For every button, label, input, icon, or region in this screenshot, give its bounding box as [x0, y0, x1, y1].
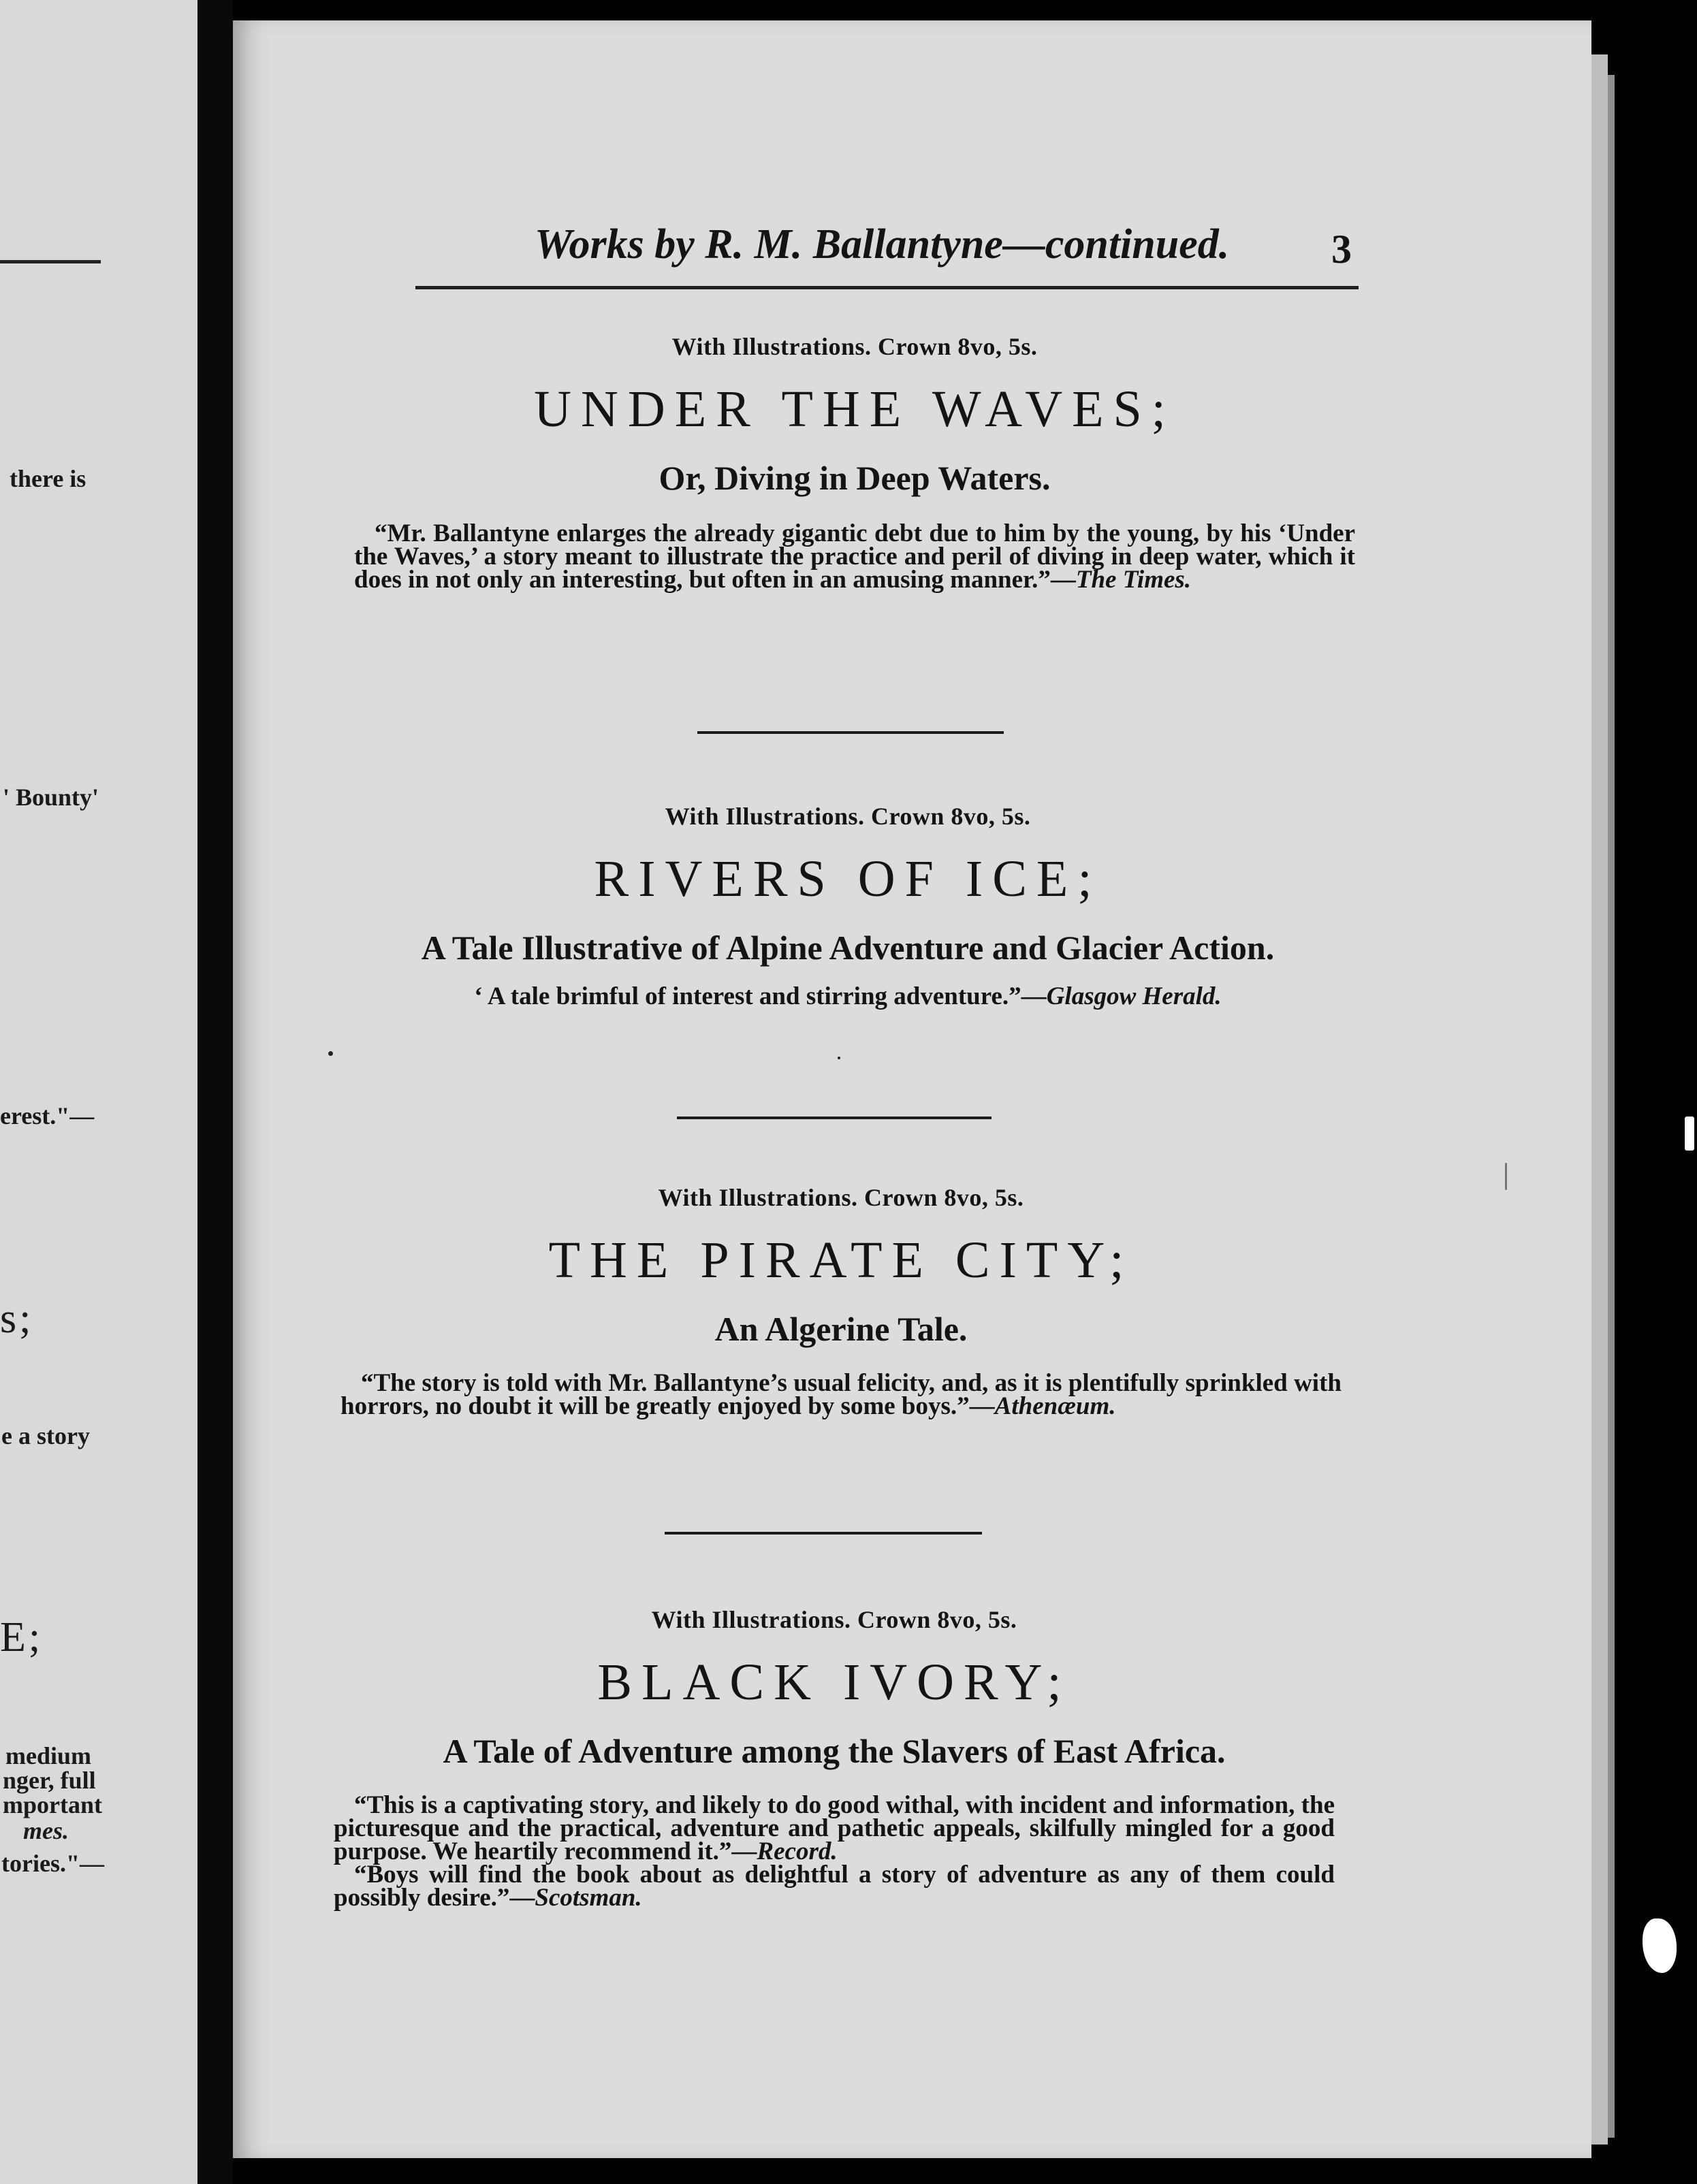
book-entry [347, 332, 1362, 592]
left-fragment: there is [10, 465, 86, 492]
format-line: With Illustrations. Crown 8vo, 5s. [651, 1606, 1017, 1633]
book-entry [340, 802, 1355, 1008]
page-edge [1608, 75, 1615, 2138]
scan-speck [328, 1051, 333, 1056]
format-line: With Illustrations. Crown 8vo, 5s. [671, 333, 1038, 360]
left-fragment: tories."— [1, 1850, 104, 1877]
review-text: “This is a captivating story, and likely to do good withal, with incident and information, the picturesque and the practical, adventure and pathetic appeals, skilfully mingled for a good purpose. We heartily recommend it.”— [334, 1791, 1335, 1865]
format-line: With Illustrations. Crown 8vo, 5s. [658, 1184, 1024, 1211]
review-source: Glasgow Herald. [1046, 982, 1222, 1010]
book-subtitle: An Algerine Tale. [714, 1310, 968, 1348]
previous-page-rule [0, 260, 101, 263]
book-gutter [197, 0, 233, 2184]
book-subtitle: A Tale of Adventure among the Slavers of East Africa. [443, 1732, 1226, 1770]
running-head: Works by R. M. Ballantyne—continued. [535, 221, 1230, 268]
scan-blemish [1685, 1117, 1694, 1151]
book-entry [334, 1183, 1348, 1418]
scan-blemish [1643, 1918, 1677, 1973]
left-fragment: mportant [3, 1791, 102, 1818]
left-fragment: E; [0, 1614, 44, 1660]
page-header [415, 221, 1355, 282]
book-entry [327, 1605, 1342, 1910]
previous-page-strip [0, 0, 197, 2184]
scan-speck [1505, 1163, 1507, 1190]
book-title: THE PIRATE CITY; [548, 1232, 1134, 1289]
review-text: ‘ A tale brimful of interest and stirring adventure.”— [474, 982, 1047, 1010]
review-quote [347, 519, 1362, 594]
review-quote [334, 1369, 1348, 1420]
book-subtitle: A Tale Illustrative of Alpine Adventure and Glacier Action. [421, 929, 1275, 967]
book-title: BLACK IVORY; [597, 1654, 1071, 1711]
left-fragment: s; [0, 1296, 34, 1342]
format-line: With Illustrations. Crown 8vo, 5s. [665, 803, 1031, 830]
left-fragment: nger, full [3, 1767, 96, 1794]
left-fragment: mes. [23, 1817, 69, 1844]
review-text: “The story is told with Mr. Ballantyne’s usual felicity, and, as it is plentifully sprinkled with horrors, no doubt it will be greatly enjoyed by some boys.”— [340, 1369, 1342, 1420]
review-quote [340, 982, 1355, 1010]
page-edge [1591, 54, 1608, 2145]
book-title: UNDER THE WAVES; [534, 381, 1175, 438]
review-source: The Times. [1075, 566, 1192, 594]
review-source: Athenæum. [994, 1392, 1116, 1420]
scan-speck [838, 1057, 840, 1059]
left-fragment: medium [5, 1742, 91, 1769]
section-divider [697, 731, 1004, 734]
book-title: RIVERS OF ICE; [594, 850, 1102, 908]
section-divider [665, 1532, 982, 1535]
review-source: Scotsman. [535, 1884, 642, 1912]
page-number: 3 [1331, 227, 1352, 272]
left-fragment: e a story [1, 1422, 90, 1449]
section-divider [677, 1117, 992, 1119]
review-source: Record. [757, 1837, 838, 1865]
left-fragment: erest."— [0, 1102, 95, 1129]
left-fragment: ' Bounty' [3, 784, 99, 811]
review-text: “Mr. Ballantyne enlarges the already gigantic debt due to him by the young, by his ‘Under the Waves,’ a story meant to illustrate the practice and peril of diving in deep water, which it does in not only an interesting, but often in an amusing manner.”— [354, 519, 1355, 594]
book-subtitle: Or, Diving in Deep Waters. [659, 459, 1051, 497]
review-quote [327, 1791, 1342, 1912]
header-rule [415, 286, 1359, 289]
review-text: “Boys will find the book about as delightful a story of adventure as any of them could possibly desire.”— [334, 1861, 1335, 1912]
